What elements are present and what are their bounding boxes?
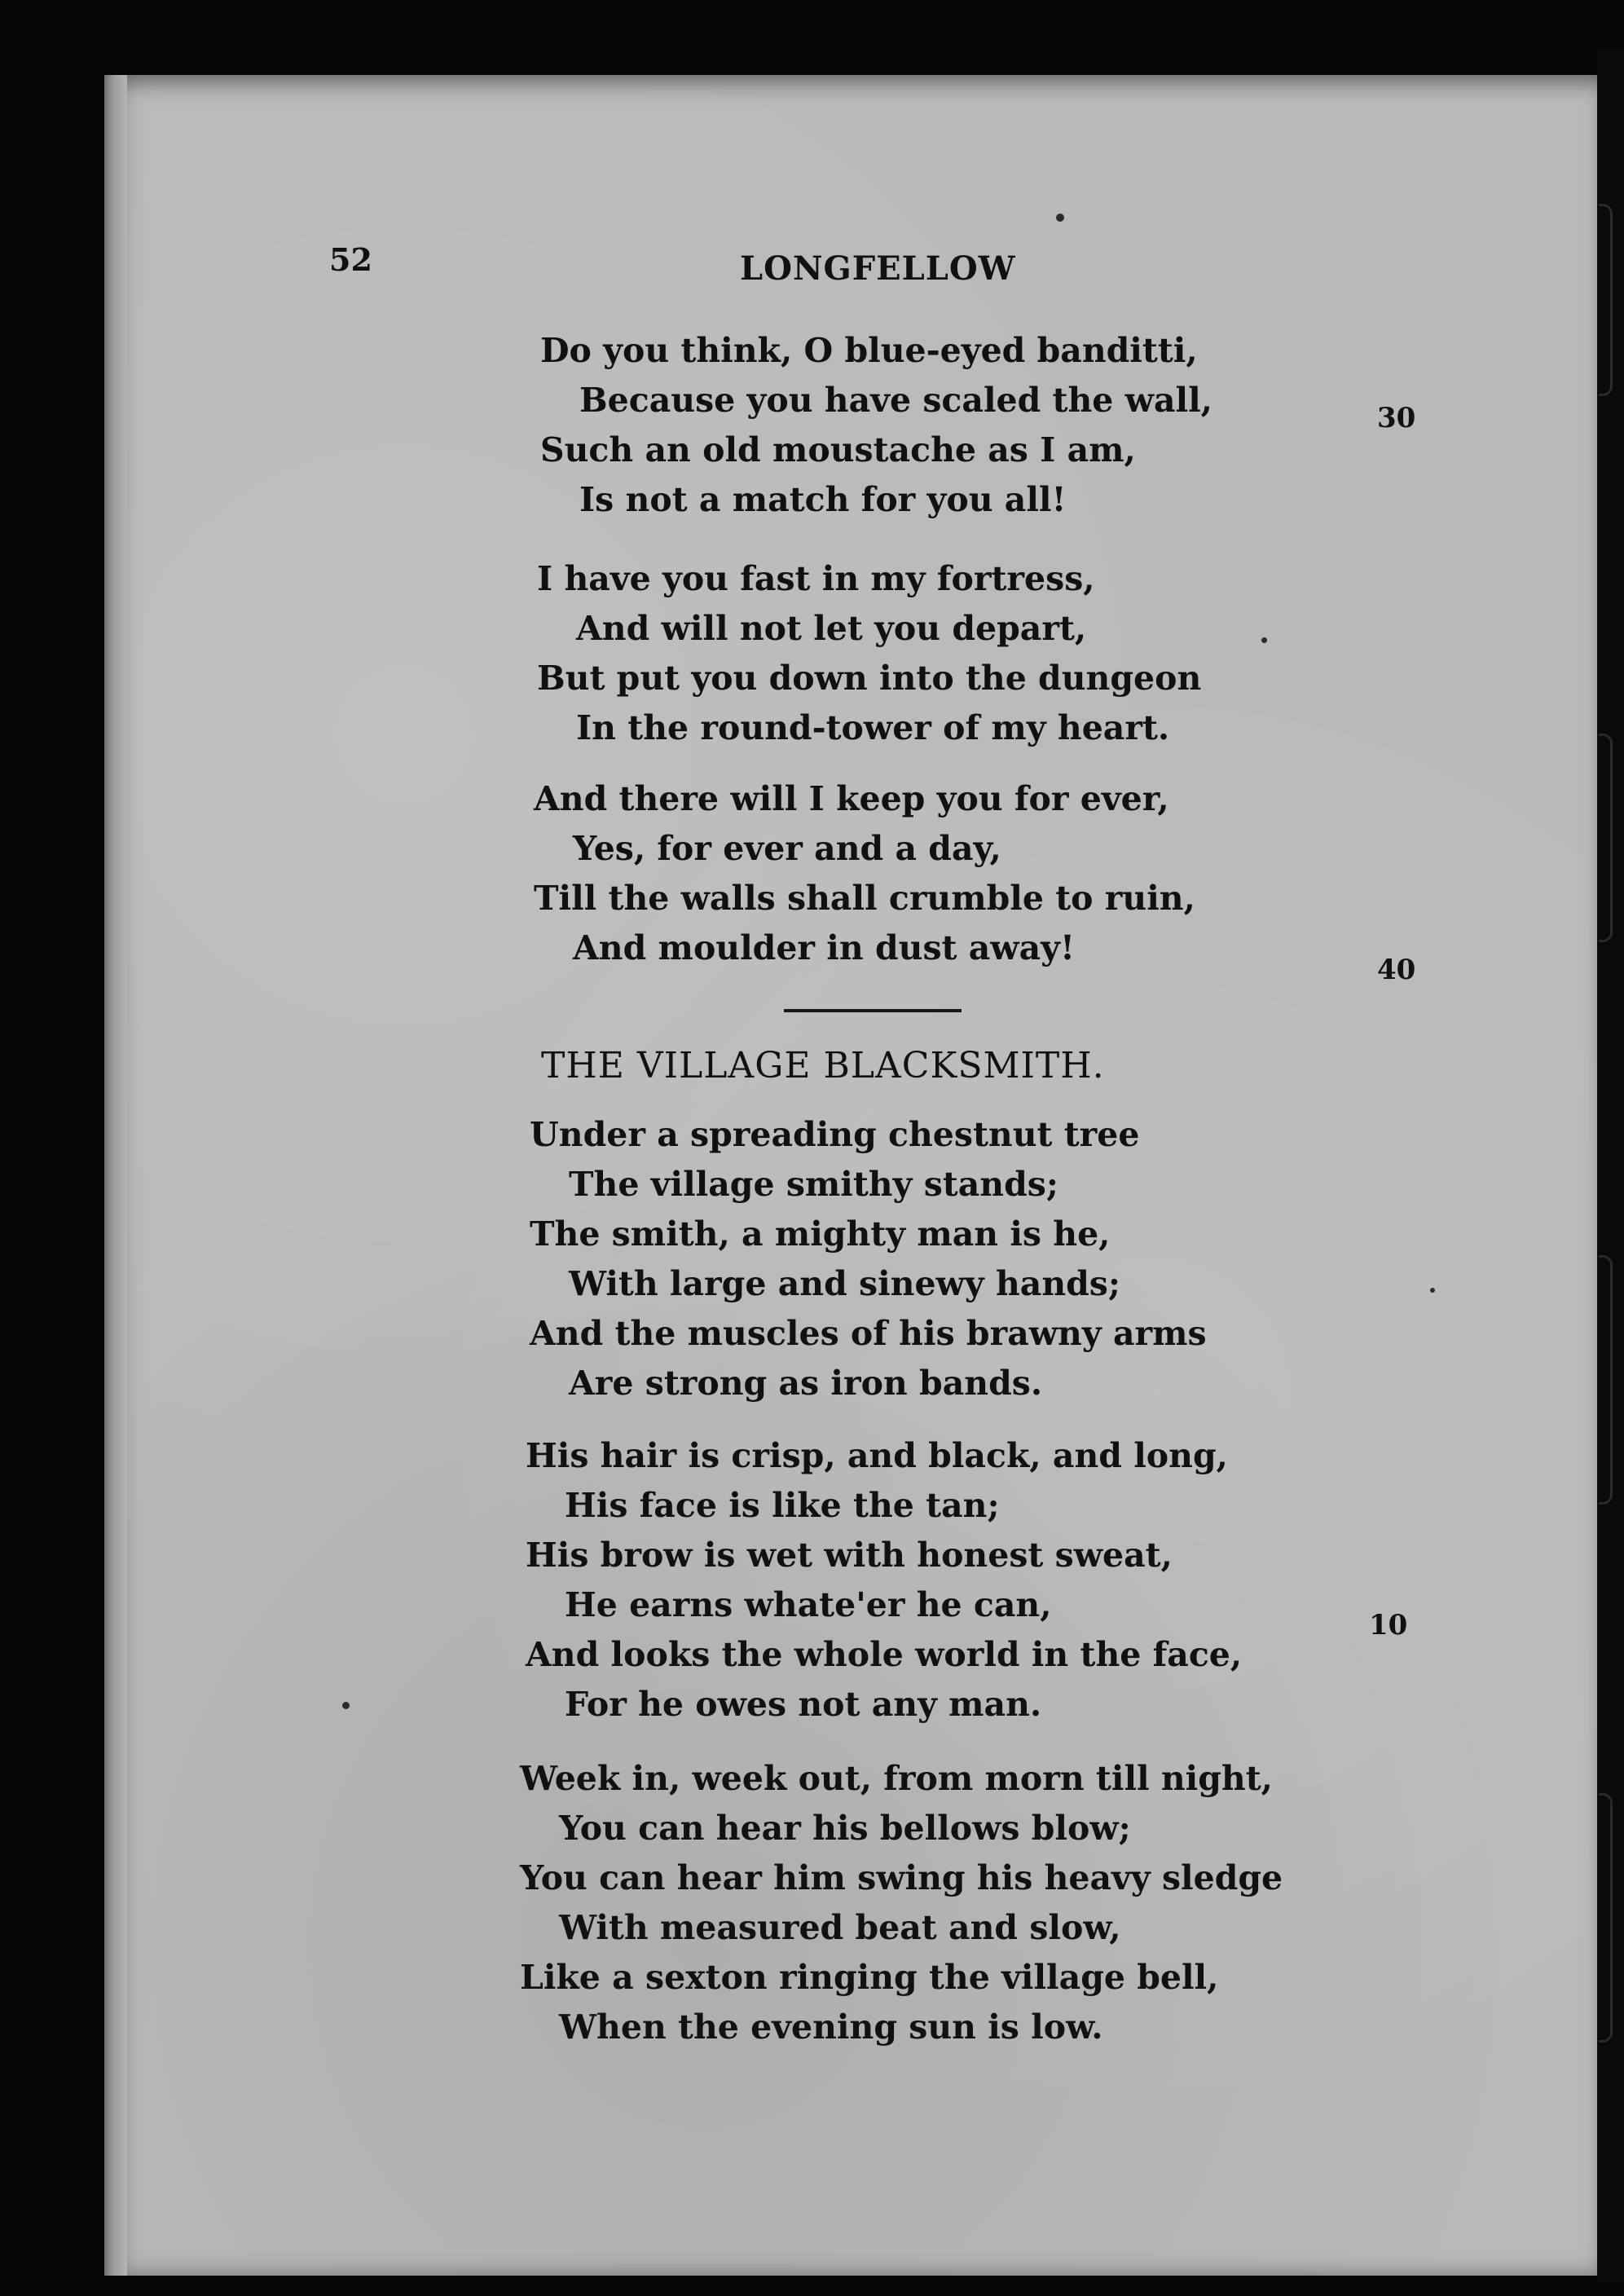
ink-speck bbox=[1056, 214, 1064, 222]
verse-line: And moulder in dust away! bbox=[573, 928, 1075, 967]
verse-line: And will not let you depart, bbox=[576, 609, 1087, 648]
verse-line: Week in, week out, from morn till night, bbox=[520, 1759, 1273, 1798]
verse-line: He earns whate'er he can, bbox=[565, 1585, 1052, 1624]
stanza bbox=[530, 1110, 1207, 1408]
margin-bracket bbox=[1599, 204, 1613, 396]
poem-title: THE VILLAGE BLACKSMITH. bbox=[541, 1045, 1105, 1086]
verse-line: Do you think, O blue-eyed banditti, bbox=[540, 331, 1198, 370]
verse-line: In the round-tower of my heart. bbox=[576, 708, 1170, 747]
verse-line: With measured beat and slow, bbox=[559, 1908, 1121, 1947]
stanza bbox=[526, 1431, 1242, 1730]
verse-line: And looks the whole world in the face, bbox=[526, 1635, 1243, 1674]
verse-line: His brow is wet with honest sweat, bbox=[526, 1536, 1173, 1575]
verse-line: And the muscles of his brawny arms bbox=[530, 1314, 1207, 1353]
verse-line: The village smithy stands; bbox=[569, 1165, 1058, 1204]
binding-edge bbox=[104, 75, 127, 2276]
verse-line: Such an old moustache as I am, bbox=[540, 430, 1136, 469]
verse-line: Like a sexton ringing the village bell, bbox=[520, 1958, 1219, 1997]
verse-line: The smith, a mighty man is he, bbox=[530, 1214, 1111, 1254]
verse-line: Are strong as iron bands. bbox=[569, 1364, 1043, 1403]
verse-line: Because you have scaled the wall, bbox=[579, 381, 1212, 420]
verse-line: Under a spreading chestnut tree bbox=[530, 1115, 1140, 1154]
verse-line: Till the walls shall crumble to ruin, bbox=[534, 879, 1195, 918]
verse-line: His hair is crisp, and black, and long, bbox=[526, 1436, 1228, 1475]
stanza bbox=[520, 1754, 1283, 2052]
verse-line: For he owes not any man. bbox=[565, 1685, 1042, 1724]
verse-line: And there will I keep you for ever, bbox=[534, 779, 1169, 818]
line-number: 10 bbox=[1369, 1609, 1408, 1642]
page-number: 52 bbox=[329, 241, 372, 278]
line-number: 30 bbox=[1377, 402, 1416, 434]
verse-line: When the evening sun is low. bbox=[559, 2007, 1103, 2047]
ink-speck bbox=[342, 1702, 350, 1709]
verse-line: Is not a match for you all! bbox=[579, 480, 1067, 519]
verse-line: But put you down into the dungeon bbox=[537, 659, 1202, 698]
stanza bbox=[534, 774, 1195, 973]
ink-speck bbox=[1261, 637, 1267, 643]
verse-line: I have you fast in my fortress, bbox=[537, 559, 1095, 598]
running-head: LONGFELLOW bbox=[740, 249, 1016, 288]
margin-bracket bbox=[1599, 1255, 1613, 1505]
verse-line: You can hear his bellows blow; bbox=[559, 1809, 1131, 1848]
verse-line: Yes, for ever and a day, bbox=[573, 829, 1001, 868]
verse-line: His face is like the tan; bbox=[565, 1486, 1000, 1525]
section-rule bbox=[784, 1009, 962, 1012]
ink-speck bbox=[1430, 1288, 1435, 1293]
margin-bracket bbox=[1599, 1793, 1613, 2043]
margin-bracket bbox=[1599, 734, 1613, 942]
line-number: 40 bbox=[1377, 954, 1416, 986]
verse-line: You can hear him swing his heavy sledge bbox=[520, 1858, 1283, 1897]
stanza bbox=[537, 554, 1201, 753]
stanza bbox=[540, 326, 1212, 525]
verse-line: With large and sinewy hands; bbox=[569, 1264, 1121, 1303]
